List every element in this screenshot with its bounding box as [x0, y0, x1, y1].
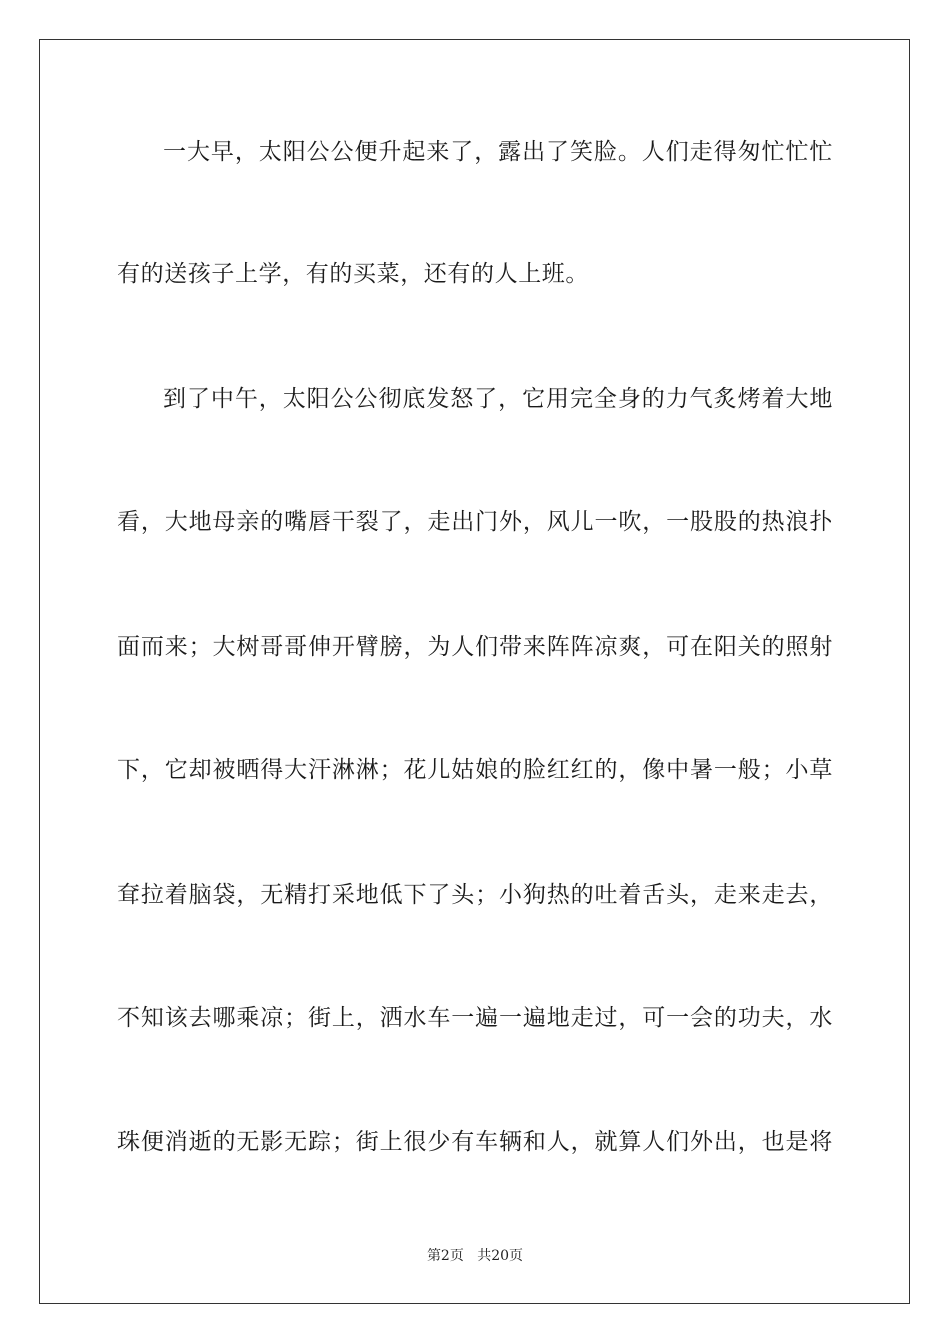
- paragraph-line: 一大早，太阳公公便升起来了，露出了笑脸。人们走得匆忙忙忙: [163, 139, 833, 165]
- paragraph-line: 面而来；大树哥哥伸开臂膀，为人们带来阵阵凉爽，可在阳关的照射: [117, 634, 833, 660]
- paragraph-line: 下，它却被晒得大汗淋淋；花儿姑娘的脸红红的，像中暑一般；小草: [117, 757, 833, 783]
- page-border: [39, 39, 910, 1304]
- paragraph-line: 看，大地母亲的嘴唇干裂了，走出门外，风儿一吹，一股股的热浪扑: [117, 509, 833, 535]
- page-footer: [0, 1247, 950, 1265]
- total-pages: 共20页: [477, 1248, 524, 1264]
- paragraph-line: 珠便消逝的无影无踪；街上很少有车辆和人，就算人们外出，也是将: [117, 1129, 833, 1155]
- paragraph-line: 不知该去哪乘凉；街上，洒水车一遍一遍地走过，可一会的功夫，水: [117, 1005, 833, 1031]
- paragraph-line: 到了中午，太阳公公彻底发怒了，它用完全身的力气炙烤着大地: [163, 386, 833, 412]
- page-number: 第2页: [426, 1248, 464, 1264]
- paragraph-line: 有的送孩子上学，有的买菜，还有的人上班。: [117, 261, 589, 287]
- paragraph-line: 耷拉着脑袋，无精打采地低下了头；小狗热的吐着舌头，走来走去，: [117, 882, 833, 908]
